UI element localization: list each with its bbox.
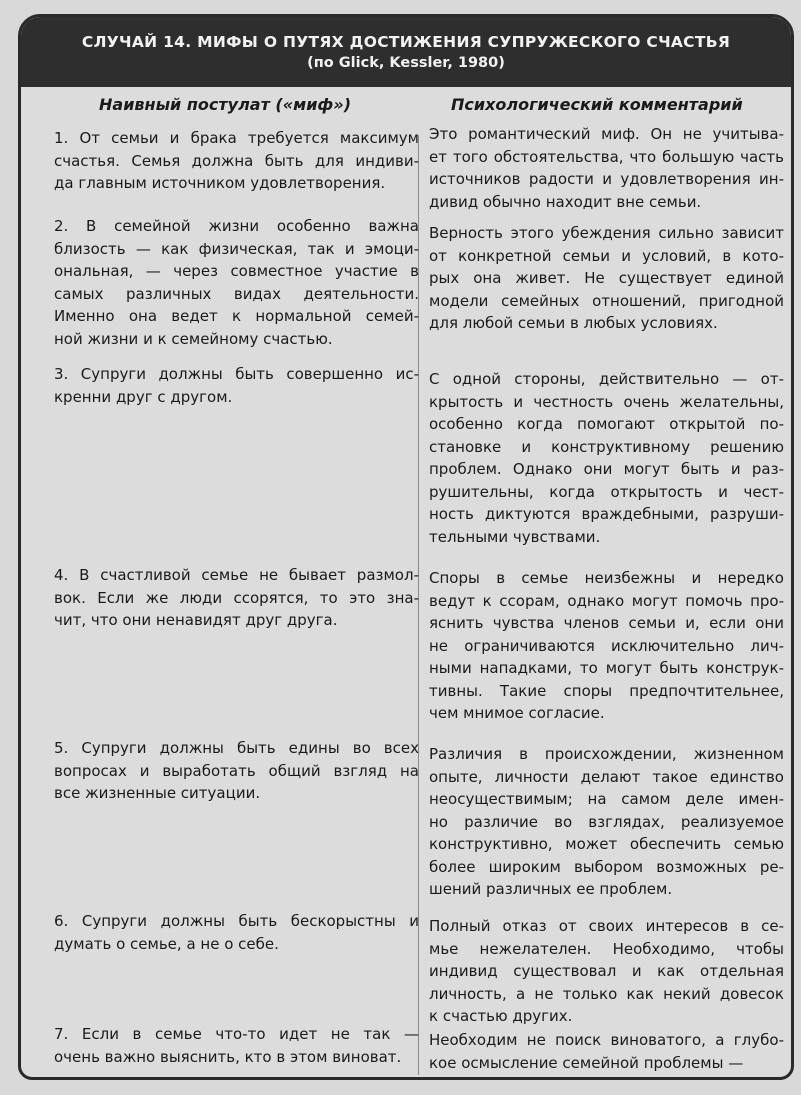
comment-2	[429, 222, 784, 335]
text-line: опыте, личности делают такое единство	[429, 767, 784, 786]
text-line: личность, а не только как некий довесок	[429, 984, 784, 1003]
text-line: 1. От семьи и брака требуется максимум	[54, 129, 419, 147]
case-banner	[21, 17, 791, 87]
text-line: все жизненные ситуации.	[54, 784, 261, 802]
text-line: источников радости и удовлетворения ин-	[429, 170, 784, 188]
text-line: 6. Супруги должны быть бескорыстны и	[54, 912, 419, 930]
text-line: Полный отказ от своих интересов в се-	[429, 917, 784, 935]
comment-7	[429, 1029, 784, 1074]
text-line: конструктивно, может обеспечить семью	[429, 835, 784, 853]
text-line: Это романтический миф. Он не учитыва-	[429, 125, 784, 143]
myth-2	[54, 215, 419, 350]
text-line: ными нападками, то могут быть конструк-	[429, 659, 784, 677]
text-line: к счастью других.	[429, 1007, 573, 1025]
text-line: но различие во взглядах, реализуемое	[429, 812, 784, 831]
text-line: рых она живет. Не существует единой	[429, 269, 784, 287]
text-line: 4. В счастливой семье не бывает размол-	[54, 566, 419, 584]
text-line: яснить чувства членов семьи и, если они	[429, 614, 784, 632]
myth-4	[54, 564, 419, 632]
text-line: дивид обычно находит вне семьи.	[429, 192, 702, 211]
comment-5	[429, 743, 784, 901]
text-line: не ограничиваются исключительно лич-	[429, 636, 784, 655]
text-line: ет того обстоятельства, что большую часть	[429, 147, 784, 166]
text-line: очень важно выяснить, кто в этом виноват.	[54, 1047, 402, 1066]
text-line: неосуществимым; на самом деле имен-	[429, 790, 784, 808]
text-line: 2. В семейной жизни особенно важна	[54, 217, 419, 235]
text-line: становке и конструктивному решению	[429, 437, 784, 456]
text-line: 3. Супруги должны быть совершенно ис-	[54, 365, 419, 383]
text-line: кренни друг с другом.	[54, 387, 233, 406]
text-line: Споры в семье неизбежны и нередко	[429, 569, 784, 587]
myth-1	[54, 127, 419, 195]
comment-3	[429, 368, 784, 548]
text-line: шений различных ее проблем.	[429, 880, 673, 898]
text-line: Именно она ведет к нормальной семей-	[54, 307, 419, 325]
text-line: особенно когда помогают открытой по-	[429, 415, 784, 433]
text-line: рушительны, когда открытость и чест-	[429, 482, 784, 501]
text-line: тивны. Такие споры предпочтительнее,	[429, 681, 784, 700]
text-line: самых различных видах деятельности.	[54, 284, 419, 303]
text-line: счастья. Семья должна быть для индиви-	[54, 151, 419, 170]
text-line: близость — как физическая, так и эмоци-	[54, 239, 419, 258]
case-box	[18, 14, 794, 1080]
text-line: крытость и честность очень желательны,	[429, 392, 784, 411]
text-line: от конкретной семьи и условий, в кото-	[429, 246, 784, 265]
text-line: чит, что они ненавидят друг друга.	[54, 611, 338, 629]
comment-1	[429, 123, 784, 213]
comment-column-header: Психологический комментарий	[451, 95, 743, 114]
text-line: модели семейных отношений, пригодной	[429, 291, 784, 310]
text-line: ональная, — через совместное участие в	[54, 262, 419, 280]
myth-6	[54, 910, 419, 955]
text-line: чем мнимое согласие.	[429, 704, 605, 722]
text-line: проблем. Однако они могут быть и раз-	[429, 460, 784, 478]
text-line: ведут к ссорам, однако могут помочь про-	[429, 591, 784, 610]
comment-4	[429, 567, 784, 725]
text-line: 7. Если в семье что-то идет не так —	[54, 1025, 419, 1043]
text-line: тельными чувствами.	[429, 527, 601, 546]
text-line: ной жизни и к семейному счастью.	[54, 329, 333, 348]
text-line: Необходим не поиск виноватого, а глубо-	[429, 1031, 784, 1049]
text-line: думать о семье, а не о себе.	[54, 934, 279, 953]
comment-6	[429, 915, 784, 1028]
text-line: индивид существовал и как отдельная	[429, 962, 784, 980]
text-line: более широким выбором возможных ре-	[429, 857, 784, 876]
text-line: да главным источником удовлетворения.	[54, 174, 386, 192]
text-line: кое осмысление семейной проблемы —	[429, 1053, 744, 1072]
case-title: СЛУЧАЙ 14. МИФЫ О ПУТЯХ ДОСТИЖЕНИЯ СУПРУЖЕСКОГО СЧАСТЬЯ	[81, 33, 731, 51]
text-line: мье нежелателен. Необходимо, чтобы	[429, 939, 784, 958]
case-source: (по Glick, Kessler, 1980)	[307, 55, 505, 71]
text-line: Различия в происхождении, жизненном	[429, 745, 784, 763]
text-line: ность диктуются враждебными, разруши-	[429, 505, 784, 523]
myth-3	[54, 363, 419, 408]
text-line: Верность этого убеждения сильно зависит	[429, 224, 784, 242]
text-line: вопросах и выработать общий взгляд на	[54, 761, 419, 780]
text-line: С одной стороны, действительно — от-	[429, 370, 784, 388]
text-line: 5. Супруги должны быть едины во всех	[54, 739, 419, 757]
text-line: для любой семьи в любых условиях.	[429, 314, 718, 332]
myth-column-header: Наивный постулат («миф»)	[99, 95, 352, 114]
text-line: вок. Если же люди ссорятся, то это зна-	[54, 588, 419, 607]
myth-5	[54, 737, 419, 805]
myth-7	[54, 1023, 419, 1068]
